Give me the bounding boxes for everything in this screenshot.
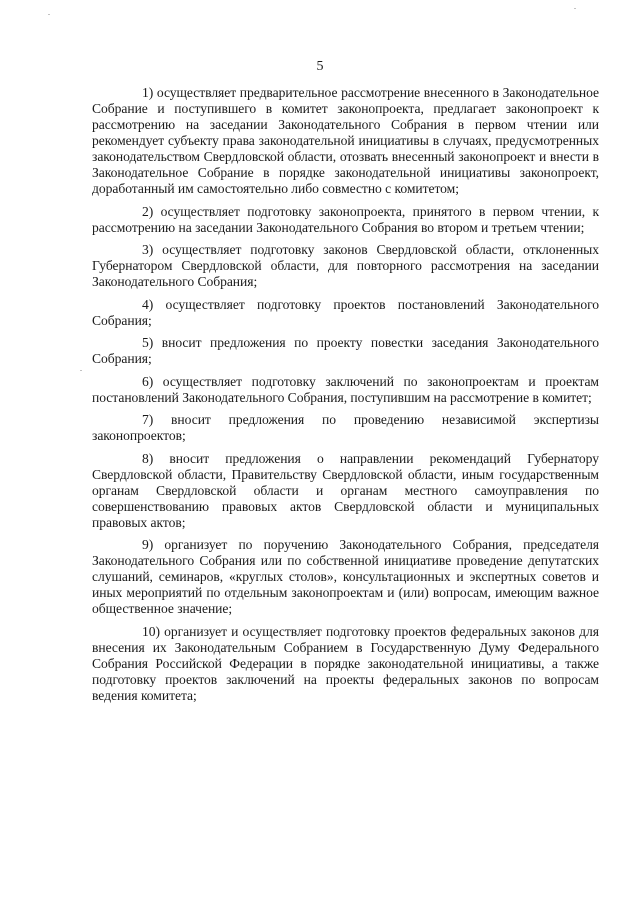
paragraph-item-4: 4) осуществляет подготовку проектов постановлений Законодательного Собрания; [92,296,599,328]
paragraph-item-6: 6) осуществляет подготовку заключений по законопроектам и проектам постановлений Законодательного Собрания, поступившим на рассмотрение в комитет; [92,373,599,405]
paragraph-item-9: 9) организует по поручению Законодательного Собрания, председателя Законодательного Собрания или по собственной инициативе проведение депутатских слушаний, семинаров, «круглых столов», консультационных и экспертных советов и иных мероприятий по отдельным законопроектам и (или) вопросам, имеющим важное общественное значение; [92,537,599,616]
paragraph-item-10: 10) организует и осуществляет подготовку проектов федеральных законов для внесения их Законодательным Собранием в Государственную Думу Федерального Собрания Российской Федерации в порядке законодательной инициативы, а также подготовку проектов заключений на проекты федеральных законов по вопросам ведения комитета; [92,623,599,703]
scan-speck [48,14,50,15]
paragraph-item-1: 1) осуществляет предварительное рассмотрение внесенного в Законодательное Собрание и поступившего в комитет законопроекта, предлагает законопроект к рассмотрению на заседании Законодательного Собрания в первом чтении или рекомендует субъекту права законодательной инициативы в случаях, предусмотренных законодательством Свердловской области, отозвать внесенный законопроект и внести в Законодательное Собрание в порядке законодательной инициативы законопроект, доработанный им самостоятельно либо совместно с комитетом; [92,85,599,196]
scan-speck [574,8,576,9]
page-number: 5 [316,59,324,74]
paragraph-item-3: 3) осуществляет подготовку законов Свердловской области, отклоненных Губернатором Свердловской области, для повторного рассмотрения на заседании Законодательного Собрания; [92,242,599,289]
document-body [92,85,599,710]
scan-speck [80,370,82,371]
paragraph-item-7: 7) вносит предложения по проведению независимой экспертизы законопроектов; [92,412,599,443]
paragraph-item-5: 5) вносит предложения по проекту повестки заседания Законодательного Собрания; [92,335,599,366]
paragraph-item-8: 8) вносит предложения о направлении рекомендаций Губернатору Свердловской области, Правительству Свердловской области, иным государственным органам Свердловской области и органам местного самоуправления по совершенствованию правовых актов Свердловской области и муниципальных правовых актов; [92,450,599,530]
paragraph-item-2: 2) осуществляет подготовку законопроекта, принятого в первом чтении, к рассмотрению на заседании Законодательного Собрания во втором и третьем чтении; [92,203,599,235]
